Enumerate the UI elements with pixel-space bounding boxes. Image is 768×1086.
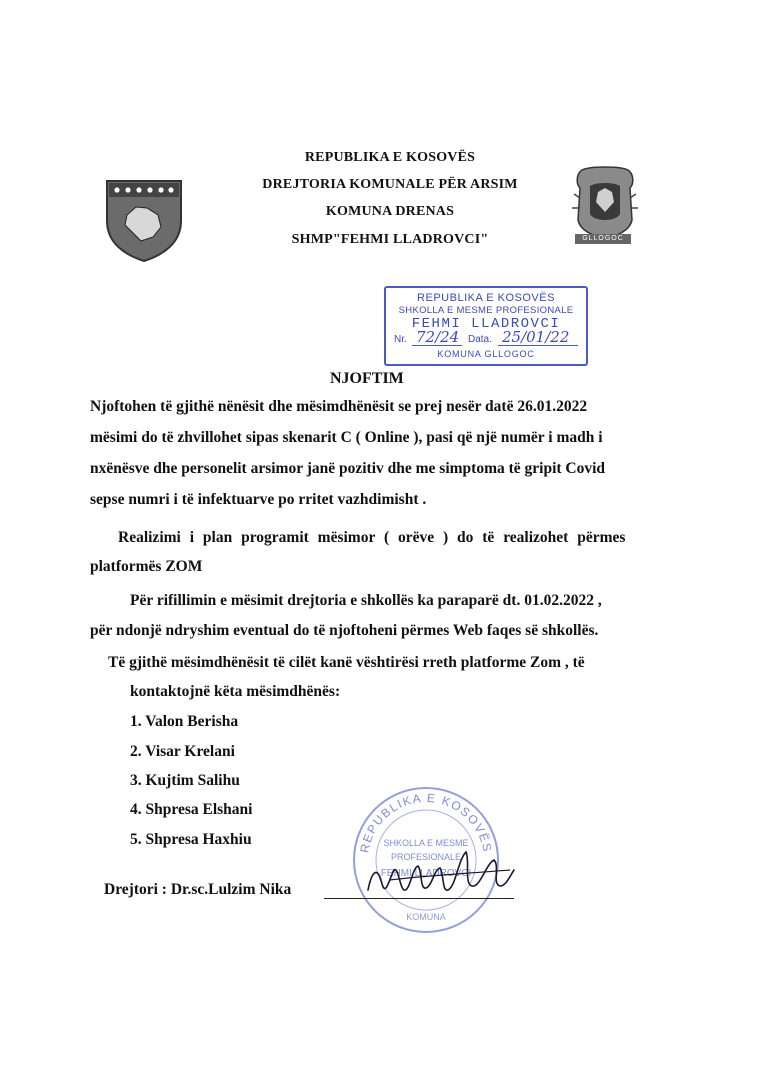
handwritten-signature — [360, 840, 520, 910]
kosovo-emblem-icon — [103, 177, 185, 263]
list-item: 1. Valon Berisha — [130, 713, 239, 730]
stamp-nr-line — [412, 345, 462, 346]
header-republic: REPUBLIKA E KOSOVËS — [304, 150, 476, 165]
paragraph-4-line-2: kontaktojnë këta mësimdhënës: — [130, 683, 341, 700]
list-item: 3. Kujtim Salihu — [130, 772, 240, 789]
round-stamp-bottom-text: FEHMI LLADROVCI — [380, 868, 472, 879]
stamp-date-label: Data. — [468, 334, 492, 345]
header-school: SHMP"FEHMI LLADROVCI" — [291, 232, 489, 247]
round-stamp-mid-2: PROFESIONALE — [390, 852, 462, 862]
round-stamp-foot-text: KOMUNA — [406, 912, 446, 922]
header-directorate: DREJTORIA KOMUNALE PËR ARSIM — [262, 177, 518, 192]
gllogoc-banner: GLLOGOC — [575, 234, 631, 244]
director-signature-label: Drejtori : Dr.sc.Lulzim Nika — [104, 881, 292, 898]
paragraph-4-line-1: Të gjithë mësimdhënësit të cilët kanë vështirësi rreth platforme Zom , të — [108, 654, 585, 671]
paragraph-1-line-1: Njoftohen të gjithë nënësit dhe mësimdhënësit se prej nesër datë 26.01.2022 — [90, 398, 588, 415]
stamp-nr-value: 72/24 — [416, 328, 460, 346]
stamp-date-value: 25/01/22 — [502, 328, 570, 346]
list-item: 4. Shpresa Elshani — [130, 801, 253, 818]
stamp-date-line — [498, 345, 578, 346]
stamp-line-school: SHKOLLA E MESME PROFESIONALE — [398, 305, 574, 316]
round-stamp-mid-1: SHKOLLA E MESME — [383, 838, 469, 848]
round-stamp-top-text: REPUBLIKA E KOSOVËS — [357, 790, 495, 854]
list-item: 5. Shpresa Haxhiu — [130, 831, 252, 848]
paragraph-2-line-1: Realizimi i plan programit mësimor ( orëve ) do të realizohet përmes — [118, 529, 626, 546]
list-item: 2. Visar Krelani — [130, 743, 235, 760]
paragraph-1-line-2: mësimi do të zhvillohet sipas skenarit C ( Online ), pasi që një numër i madh i — [90, 429, 603, 446]
paragraph-2-line-2: platformës ZOM — [90, 558, 203, 575]
document-title: NJOFTIM — [330, 370, 404, 387]
stamp-line-republic: REPUBLIKA E KOSOVËS — [417, 292, 555, 304]
header-municipality: KOMUNA DRENAS — [325, 204, 455, 219]
paragraph-3-line-1: Për rifillimin e mësimit drejtoria e shkollës ka paraparë dt. 01.02.2022 , — [130, 592, 602, 609]
paragraph-3-line-2: për ndonjë ndryshim eventual do të njoftoheni përmes Web faqes së shkollës. — [90, 622, 599, 639]
stamp-line-municipality: KOMUNA GLLOGOC — [437, 349, 535, 359]
paragraph-1-line-4: sepse numri i të infektuarve po rritet vazhdimisht . — [90, 491, 427, 508]
stamp-nr-label: Nr. — [394, 334, 407, 345]
stamp-line-name: FEHMI LLADROVCI — [411, 316, 561, 332]
registration-stamp — [384, 286, 588, 366]
paragraph-1-line-3: nxënësve dhe personelit arsimor janë pozitiv dhe me simptoma të gripit Covid — [90, 460, 606, 477]
